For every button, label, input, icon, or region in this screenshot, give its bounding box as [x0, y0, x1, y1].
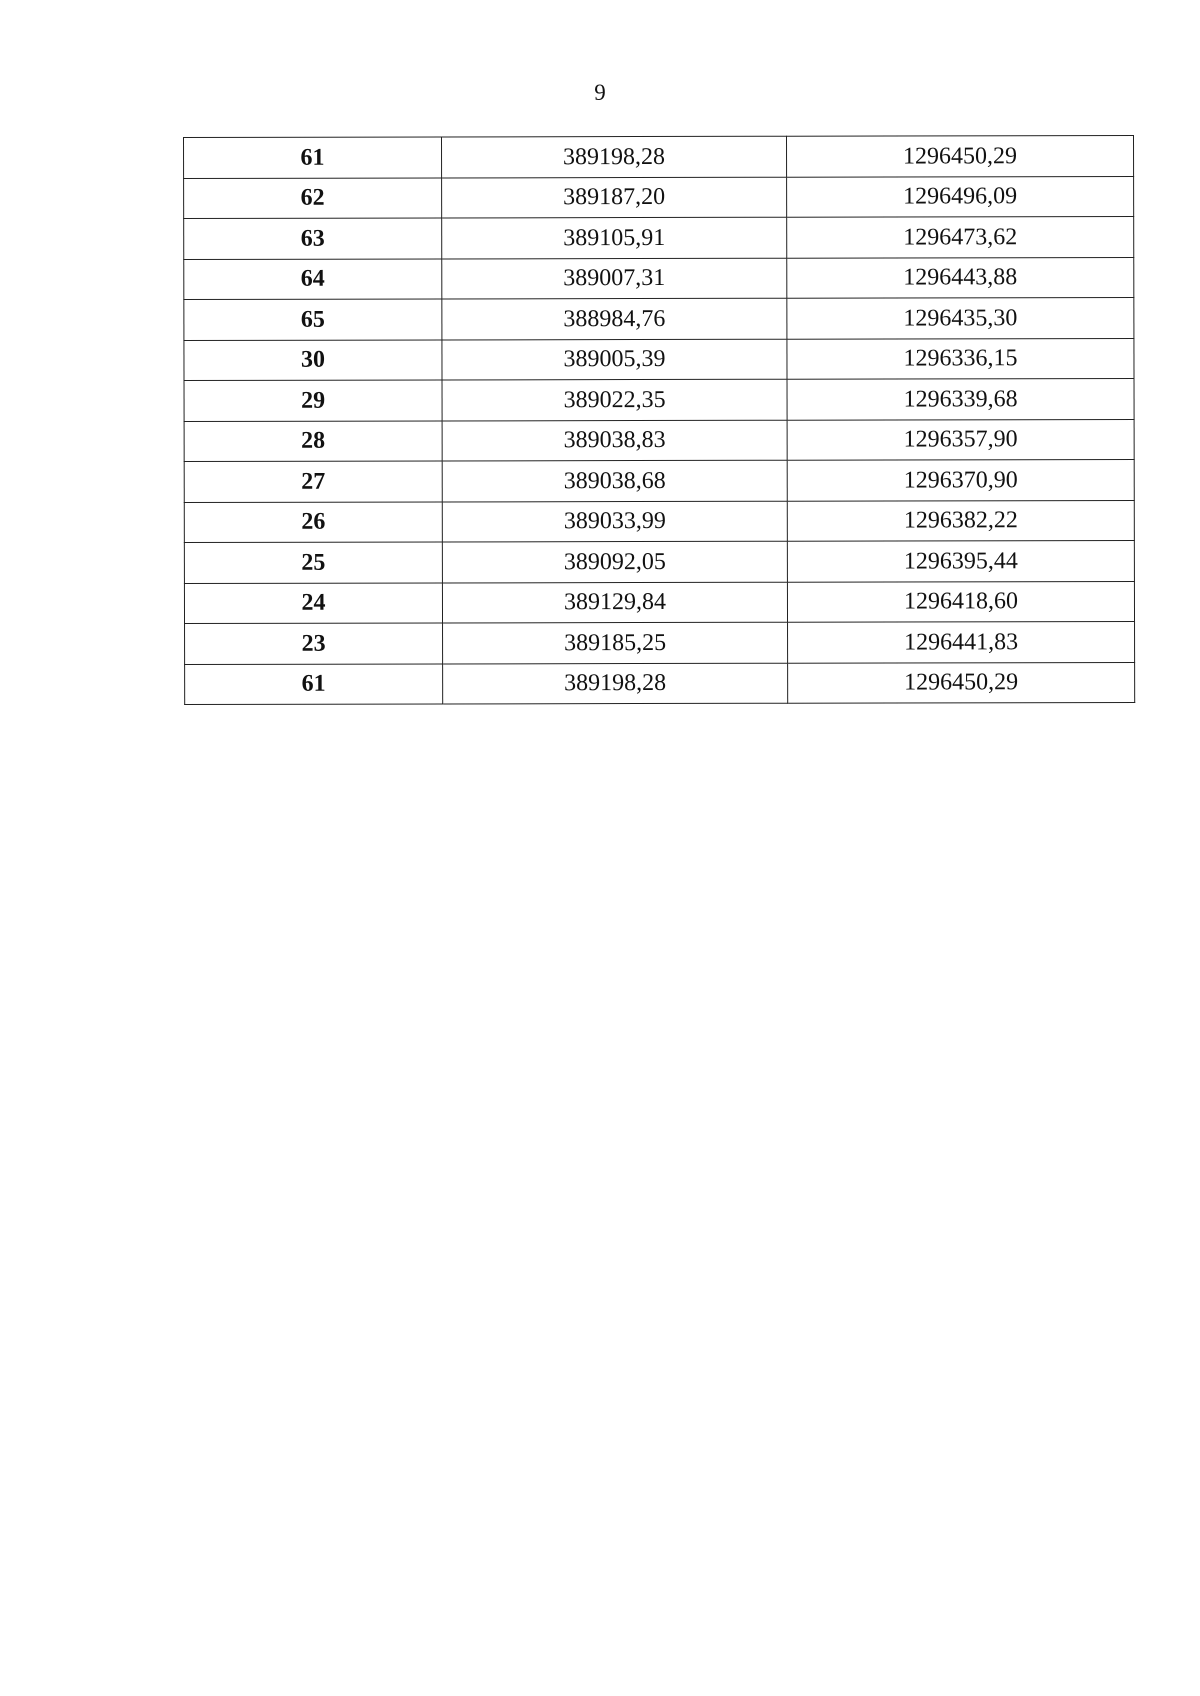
- table-row: [184, 541, 1134, 583]
- point-number-cell: 24: [184, 582, 442, 623]
- point-number-cell: 61: [184, 137, 442, 178]
- coordinates-table-body: [184, 136, 1135, 705]
- x-coordinate-cell: 389198,28: [442, 136, 787, 177]
- y-coordinate-cell: 1296418,60: [787, 581, 1134, 622]
- coordinates-table: [183, 135, 1135, 705]
- point-number-cell: 63: [184, 218, 442, 259]
- y-coordinate-cell: 1296357,90: [787, 419, 1134, 460]
- point-number-cell: 23: [185, 623, 443, 664]
- table-row: [185, 662, 1135, 704]
- x-coordinate-cell: 389038,83: [442, 420, 787, 461]
- y-coordinate-cell: 1296382,22: [787, 500, 1134, 541]
- x-coordinate-cell: 389187,20: [442, 177, 787, 218]
- y-coordinate-cell: 1296450,29: [786, 136, 1133, 177]
- table-row: [184, 460, 1134, 502]
- x-coordinate-cell: 389129,84: [442, 582, 787, 623]
- point-number-cell: 28: [184, 420, 442, 461]
- x-coordinate-cell: 389033,99: [442, 501, 787, 542]
- point-number-cell: 26: [184, 501, 442, 542]
- x-coordinate-cell: 389092,05: [442, 541, 787, 582]
- point-number-cell: 62: [184, 177, 442, 218]
- point-number-cell: 64: [184, 258, 442, 299]
- y-coordinate-cell: 1296473,62: [787, 217, 1134, 258]
- table-row: [184, 136, 1134, 178]
- x-coordinate-cell: 389185,25: [443, 622, 788, 663]
- y-coordinate-cell: 1296336,15: [787, 338, 1134, 379]
- table-row: [185, 622, 1135, 664]
- table-row: [184, 419, 1134, 461]
- x-coordinate-cell: 389022,35: [442, 379, 787, 420]
- point-number-cell: 61: [185, 663, 443, 704]
- x-coordinate-cell: 389105,91: [442, 217, 787, 258]
- table-row: [184, 257, 1134, 299]
- x-coordinate-cell: 388984,76: [442, 298, 787, 339]
- x-coordinate-cell: 389038,68: [442, 460, 787, 501]
- y-coordinate-cell: 1296395,44: [787, 541, 1134, 582]
- point-number-cell: 25: [184, 542, 442, 583]
- point-number-cell: 65: [184, 299, 442, 340]
- x-coordinate-cell: 389007,31: [442, 258, 787, 299]
- y-coordinate-cell: 1296370,90: [787, 460, 1134, 501]
- table-row: [184, 581, 1134, 623]
- y-coordinate-cell: 1296443,88: [787, 257, 1134, 298]
- table-row: [184, 176, 1134, 218]
- y-coordinate-cell: 1296435,30: [787, 298, 1134, 339]
- y-coordinate-cell: 1296450,29: [788, 662, 1135, 703]
- x-coordinate-cell: 389198,28: [443, 663, 788, 704]
- point-number-cell: 27: [184, 461, 442, 502]
- point-number-cell: 30: [184, 339, 442, 380]
- table-row: [184, 217, 1134, 259]
- point-number-cell: 29: [184, 380, 442, 421]
- page-number: 9: [594, 80, 606, 105]
- y-coordinate-cell: 1296441,83: [788, 622, 1135, 663]
- table-row: [184, 338, 1134, 380]
- table-row: [184, 379, 1134, 421]
- table-row: [184, 298, 1134, 340]
- x-coordinate-cell: 389005,39: [442, 339, 787, 380]
- table-row: [184, 500, 1134, 542]
- y-coordinate-cell: 1296339,68: [787, 379, 1134, 420]
- y-coordinate-cell: 1296496,09: [787, 176, 1134, 217]
